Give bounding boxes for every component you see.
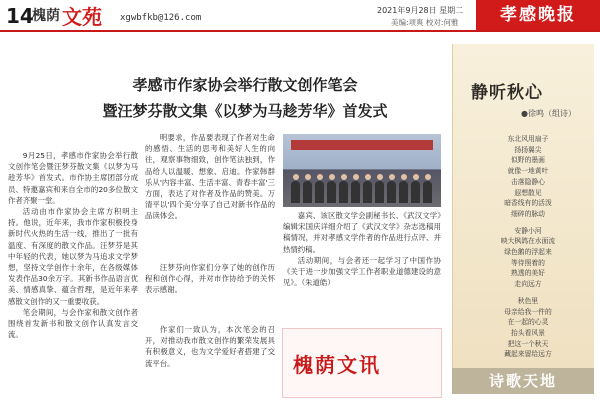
poem-line: 安静小河 <box>514 226 542 235</box>
photo-person <box>303 181 312 203</box>
poem-footer: 诗歌天地 <box>452 368 594 394</box>
photo-person-head <box>305 174 311 180</box>
editor-credit: 美编:项爽 校对:何雅 <box>391 18 459 27</box>
photo-person-head <box>377 174 383 180</box>
headline-sub: 暨汪梦芬散文集《以梦为马趁芳华》首发式 <box>102 102 388 120</box>
photo-person-head <box>353 174 359 180</box>
poem-line: 似野的墨画 <box>511 156 545 165</box>
photo-person <box>423 181 432 203</box>
poem-line: 绿色鹅的浮起来 <box>504 248 552 257</box>
photo-banner <box>291 140 433 150</box>
poem-line: 细碎的脉动 <box>511 209 545 218</box>
poem-line: 母亲给我一件的 <box>504 307 552 316</box>
poem-line: 抬头看风景 <box>511 328 545 337</box>
photo-person <box>387 181 396 203</box>
article-paragraph: 明要求，作品要表现了作者对生命的感悟、生活的思考和美好人生的向往，观察事物细致，创作笔法独到，作品给人以温暖、想象、启迪。作家韩群乐从'内容丰富、生活丰富、青春丰富'三方面，表达了对作者及作品的赞美。万清平以'四个美'分享了自己对新书作品的品读体会。 <box>145 133 275 221</box>
poem-panel <box>452 44 594 394</box>
poem-line: 熟透的美好 <box>511 269 545 278</box>
page-header <box>0 0 600 36</box>
photo-person <box>351 181 360 203</box>
poem-line: 走向远方 <box>514 280 542 289</box>
article-column-2b <box>145 262 275 322</box>
article-paragraph: 嘉宾、该区散文学会副秘书长、《武汉文学》编辑宋国庆详细介绍了《武汉文学》杂志选稿用稿情况，并对孝感文学作者的作品进行点评、并热情约稿。 <box>283 211 441 254</box>
news-stamp <box>282 328 442 398</box>
photo-person-head <box>401 174 407 180</box>
article-paragraph: 笔会期间，与会作家和散文创作者围绕首发新书和散文创作认真发言交流。 <box>8 307 138 340</box>
poem-line: 秋色里 <box>517 296 539 305</box>
article-paragraph: 汪梦芬向作家们分享了她的创作历程和创作心得，并对市作协给予的关怀表示感谢。 <box>145 263 275 295</box>
newspaper-logo: 孝感晚报 <box>476 0 600 30</box>
photo-person-head <box>341 174 347 180</box>
photo-person <box>363 181 372 203</box>
article-paragraph: 9月25日，孝感市作家协会举行散文创作笔会暨汪梦芬散文集《以梦为马趁芳华》首发式。市作协主席团部分成员、特邀嘉宾和来自全市的20多位散文作者齐聚一堂。 <box>8 151 138 205</box>
photo-person-head <box>293 174 299 180</box>
poem-author: ●徐鸣（组诗） <box>521 109 576 118</box>
page-number: 14 <box>6 4 34 28</box>
article-column-2 <box>145 132 275 262</box>
photo-person-head <box>389 174 395 180</box>
photo-person <box>375 181 384 203</box>
contact-email: xgwbfkb@126.com <box>120 13 202 23</box>
poem-line: 遐想散见 <box>514 188 542 197</box>
stamp-title: 槐荫文讯 <box>293 353 381 377</box>
photo-person-head <box>317 174 323 180</box>
poem-line: 把这一个秋天 <box>507 339 549 348</box>
poem-line: 东北风用扇子 <box>507 135 549 143</box>
article-column-1 <box>8 150 138 398</box>
poem-line: 暗香线有的活泼 <box>504 199 552 208</box>
header-divider <box>0 30 600 32</box>
photo-person <box>339 181 348 203</box>
article-column-3 <box>283 210 441 315</box>
article-paragraph: 活动由市作家协会主席方积明主持。他说，近年来，我市作家积极投身新时代火热的生活一线，推出了一批有温度、有深度的散文作品。汪梦芬是其中年轻的代表，她以梦为马追求文学梦想，坚持文学创作十余年，在各级媒体发表作品30余万字。其新书作品语言优美、情感真挚、蕴含哲理，是近年来孝感散文创作的又一重要收获。 <box>8 207 138 306</box>
photo-person <box>315 181 324 203</box>
photo-person <box>411 181 420 203</box>
article-paragraph: 作家们一致认为，本次笔会的召开，对推动我市散文创作的繁荣发展具有积极意义，也为文学爱好者搭建了交流平台。 <box>145 325 275 368</box>
article-column-4 <box>145 324 275 398</box>
section-name: 槐荫 <box>32 8 60 24</box>
poem-line: 等待照着的 <box>511 258 545 267</box>
photo-person-head <box>413 174 419 180</box>
photo-person <box>327 181 336 203</box>
poem-line: 就像一地黄叶 <box>507 167 549 176</box>
photo-person <box>399 181 408 203</box>
photo-person-head <box>365 174 371 180</box>
section-accent: 文苑 <box>62 5 102 29</box>
photo-person-head <box>425 174 431 180</box>
poem-line: 映大枫鸽在水面流 <box>500 237 556 246</box>
poem-line: 击落隐静心 <box>511 177 545 186</box>
photo-person <box>291 181 300 203</box>
poem-line: 在一起的心灵 <box>507 318 549 327</box>
group-photo <box>283 134 441 207</box>
headline-main: 孝感市作家协会举行散文创作笔会 <box>132 76 358 94</box>
poem-line: 扬扬翼尖 <box>514 145 542 154</box>
article-paragraph: 活动期间，与会者还一起学习了中国作协《关于进一步加强文学工作者职业道德建设的意见》。（朱道皓） <box>283 255 441 288</box>
publish-date: 2021年9月28日 星期二 <box>377 6 464 15</box>
poem-title: 静听秋心 <box>471 83 543 103</box>
poem-lines <box>473 134 583 360</box>
poem-line: 藏起来留给远方 <box>504 350 552 359</box>
photo-person-head <box>329 174 335 180</box>
